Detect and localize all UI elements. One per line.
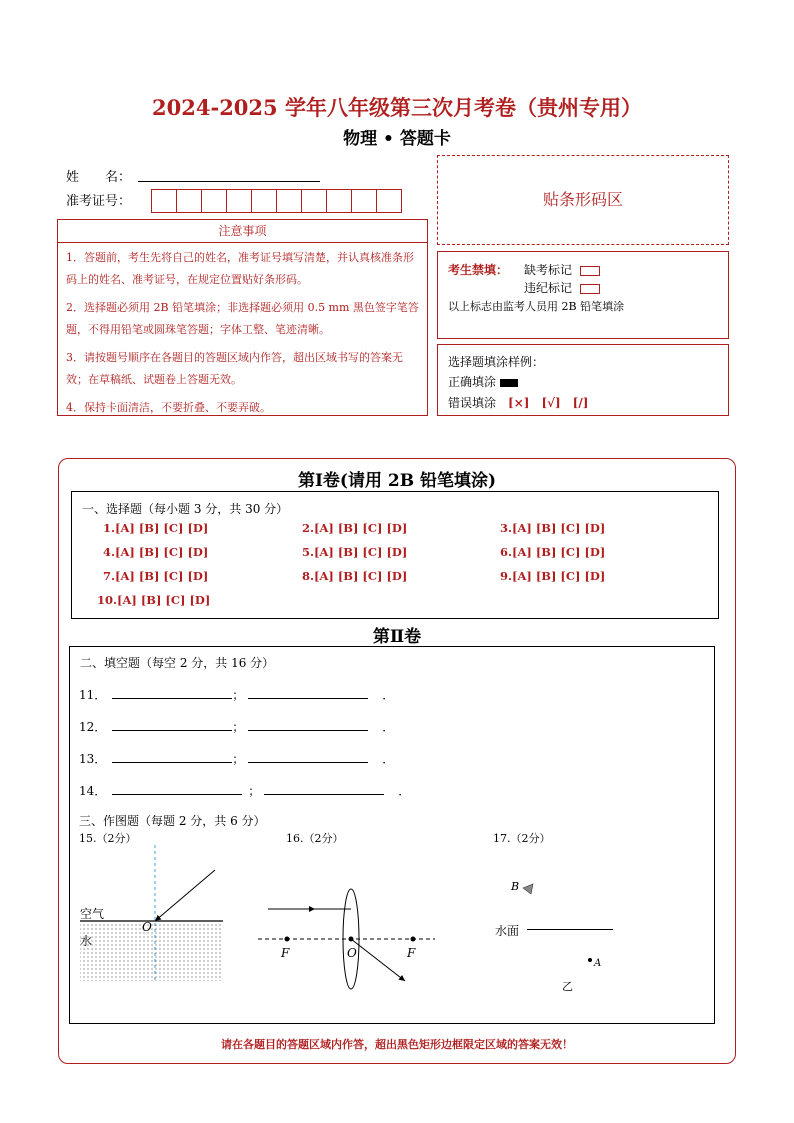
name-label: 姓 名：	[66, 170, 132, 185]
optical-center	[349, 937, 354, 942]
ban-label: 考生禁填：	[448, 263, 509, 277]
choice-section-title: 一、选择题（每小题 3 分，共 30 分）	[82, 502, 289, 516]
point-a	[588, 958, 592, 962]
choice-question[interactable]	[103, 521, 208, 535]
exam-ban-box	[437, 251, 729, 339]
fill-blank[interactable]	[264, 782, 384, 795]
fill-end: ．	[382, 752, 395, 766]
fill-sep: ；	[232, 752, 245, 766]
question-number: 3.	[500, 521, 513, 535]
id-digit-box[interactable]	[301, 189, 327, 213]
draw-item-16: 16.（2分）	[286, 832, 344, 845]
fill-section-title: 二、填空题（每空 2 分，共 16 分）	[80, 656, 275, 670]
id-digit-box[interactable]	[201, 189, 227, 213]
fig16-f-right: F	[407, 946, 416, 960]
choice-question[interactable]	[302, 545, 407, 559]
exam-title: 2024-2025 学年八年级第三次月考卷（贵州专用）	[152, 95, 642, 120]
notice-box	[57, 241, 428, 416]
question-number: 2.	[302, 521, 315, 535]
fill-row	[79, 718, 394, 735]
wrong-marks: [×] [√] [/]	[508, 396, 589, 410]
choice-question[interactable]	[500, 545, 605, 559]
id-digit-box[interactable]	[326, 189, 352, 213]
filled-mark-icon	[500, 379, 518, 387]
question-number: 4.	[103, 545, 116, 559]
incident-ray	[155, 870, 215, 921]
question-number: 8.	[302, 569, 315, 583]
fill-blank[interactable]	[248, 718, 368, 731]
question-number: 5.	[302, 545, 315, 559]
fig17-b: B	[511, 880, 520, 893]
fill-blank[interactable]	[248, 750, 368, 763]
fig17-yi: 乙	[562, 980, 573, 993]
fig17-a: A	[594, 958, 602, 969]
fill-end: ．	[382, 688, 395, 702]
fig15-o: O	[142, 920, 152, 934]
answer-options[interactable]: [A] [B] [C] [D]	[314, 521, 408, 535]
fill-num: 12．	[79, 720, 107, 734]
violation-box[interactable]	[580, 284, 600, 294]
id-label: 准考证号：	[66, 194, 132, 209]
choice-question[interactable]	[500, 569, 605, 583]
notice-item: 4．保持卡面清洁，不要折叠、不要弄破。	[66, 401, 271, 414]
answer-options[interactable]: [A] [B] [C] [D]	[512, 545, 606, 559]
focus-left	[285, 937, 290, 942]
answer-options[interactable]: [A] [B] [C] [D]	[314, 569, 408, 583]
answer-options[interactable]: [A] [B] [C] [D]	[115, 569, 209, 583]
fill-num: 11．	[79, 688, 107, 702]
fill-row	[79, 782, 410, 799]
footer-warning: 请在各题目的答题区域内作答，超出黑色矩形边框限定区域的答案无效！	[221, 1038, 573, 1051]
barcode-area: 贴条形码区	[437, 155, 729, 245]
sample-correct	[448, 373, 518, 390]
fill-row	[79, 750, 394, 767]
id-number-boxes[interactable]	[151, 189, 401, 213]
absent-box[interactable]	[580, 266, 600, 276]
id-digit-box[interactable]	[176, 189, 202, 213]
answer-options[interactable]: [A] [B] [C] [D]	[512, 521, 606, 535]
fill-end: ．	[382, 720, 395, 734]
id-digit-box[interactable]	[226, 189, 252, 213]
answer-options[interactable]: [A] [B] [C] [D]	[314, 545, 408, 559]
ray-through-center	[351, 939, 405, 981]
notice-item: 1．答题前，考生先将自己的姓名，准考证号填写清楚，并认真核准条形码上的姓名、准考证号，在规定位置贴好条形码。	[66, 251, 414, 286]
id-digit-box[interactable]	[276, 189, 302, 213]
water-surface-line	[527, 929, 613, 930]
fill-blank[interactable]	[248, 686, 368, 699]
ban-note: 以上标志由监考人员用 2B 铅笔填涂	[448, 300, 625, 313]
answer-options[interactable]: [A] [B] [C] [D]	[115, 521, 209, 535]
absent-label: 缺考标记	[524, 263, 573, 277]
sample-correct-label: 正确填涂	[448, 375, 497, 389]
absent-mark[interactable]	[524, 261, 600, 278]
question-number: 9.	[500, 569, 513, 583]
fig15-water: 水	[80, 934, 93, 948]
notice-item: 2．选择题必须用 2B 铅笔填涂；非选择题必须用 0.5 mm 黑色签字笔答题，不得用铅笔或圆珠笔答题；字体工整、笔迹清晰。	[66, 301, 419, 336]
sample-wrong	[448, 394, 588, 411]
id-digit-box[interactable]	[376, 189, 402, 213]
question-number: 7.	[103, 569, 116, 583]
exam-subtitle: 物理 • 答题卡	[343, 129, 451, 149]
sample-wrong-label: 错误填涂	[448, 396, 497, 410]
fill-sample-box	[437, 344, 729, 416]
fill-sep: ；	[232, 688, 245, 702]
fill-sep: ；	[248, 784, 261, 798]
fill-end: ．	[398, 784, 411, 798]
sample-title: 选择题填涂样例：	[448, 355, 545, 369]
fill-num: 14．	[79, 784, 107, 798]
fill-row	[79, 686, 394, 703]
answer-options[interactable]: [A] [B] [C] [D]	[117, 593, 211, 607]
focus-right	[411, 937, 416, 942]
choice-question[interactable]	[103, 569, 208, 583]
draw-item-15: 15.（2分）	[79, 832, 137, 845]
fill-blank[interactable]	[112, 750, 232, 763]
answer-options[interactable]: [A] [B] [C] [D]	[512, 569, 606, 583]
fig16-o: O	[347, 946, 357, 960]
answer-options[interactable]: [A] [B] [C] [D]	[115, 545, 209, 559]
fill-num: 13．	[79, 752, 107, 766]
fill-blank[interactable]	[112, 782, 242, 795]
fill-blank[interactable]	[112, 686, 232, 699]
id-digit-box[interactable]	[151, 189, 177, 213]
figure-16-lens[interactable]	[255, 885, 445, 995]
eye-icon	[520, 880, 540, 900]
id-digit-box[interactable]	[351, 189, 377, 213]
question-number: 10.	[97, 593, 118, 607]
notice-item: 3．请按题号顺序在各题目的答题区域内作答，超出区域书写的答案无效；在草稿纸、试题卷上答题无效。	[66, 351, 403, 386]
id-digit-box[interactable]	[251, 189, 277, 213]
part1-title: 第Ⅰ卷(请用 2B 铅笔填涂)	[297, 471, 497, 491]
notice-heading: 注意事项	[57, 219, 428, 243]
violation-mark[interactable]	[524, 279, 600, 296]
question-number: 1.	[103, 521, 116, 535]
choice-question[interactable]	[302, 569, 407, 583]
fig17-surface-label: 水面	[495, 924, 520, 938]
draw-item-17: 17.（2分）	[493, 832, 551, 845]
question-number: 6.	[500, 545, 513, 559]
choice-question[interactable]	[103, 545, 208, 559]
part2-title: 第Ⅱ卷	[372, 627, 422, 647]
choice-question[interactable]	[500, 521, 605, 535]
name-field[interactable]	[138, 180, 320, 182]
fig16-f-left: F	[281, 946, 290, 960]
fig15-air: 空气	[80, 907, 105, 921]
fill-sep: ；	[232, 720, 245, 734]
violation-label: 违纪标记	[524, 281, 573, 295]
choice-question[interactable]	[97, 593, 210, 607]
draw-section-title: 三、作图题（每题 2 分，共 6 分）	[79, 814, 266, 828]
choice-question[interactable]	[302, 521, 407, 535]
fill-blank[interactable]	[112, 718, 232, 731]
